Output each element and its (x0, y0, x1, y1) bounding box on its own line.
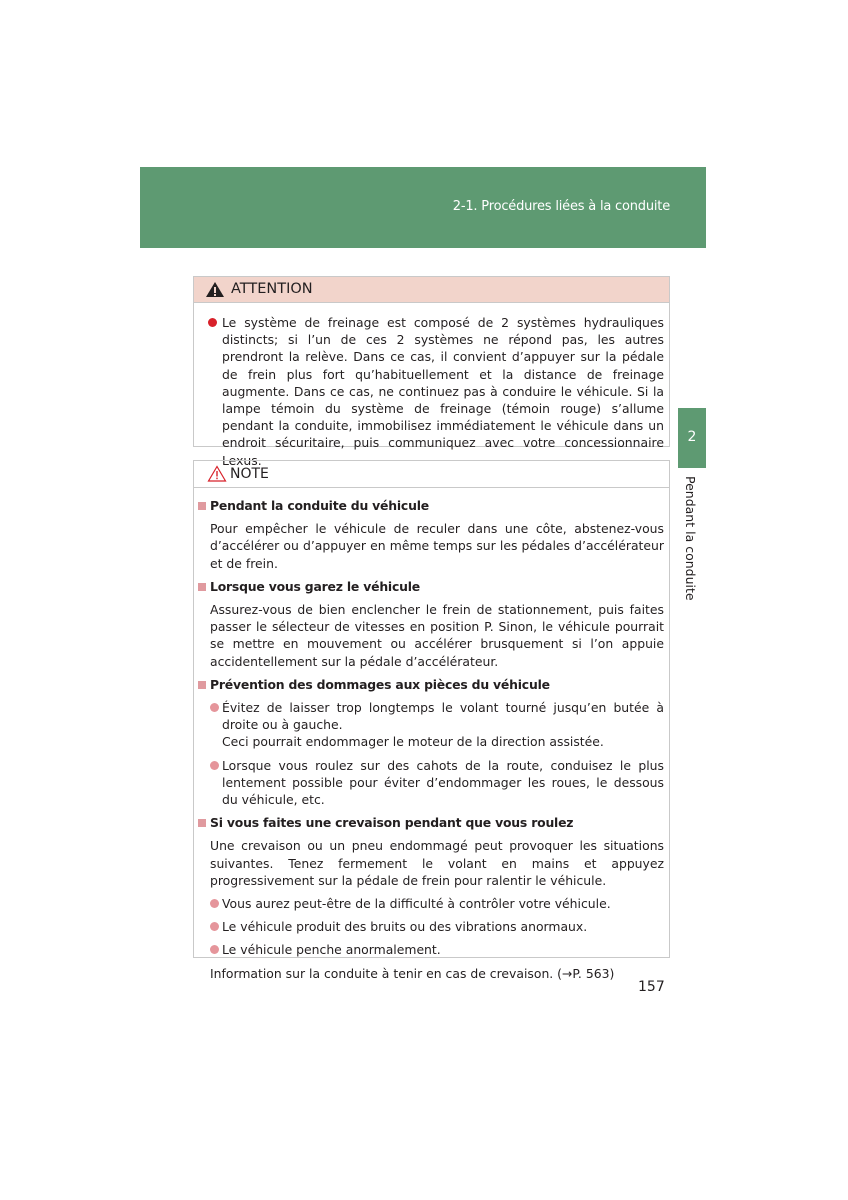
square-bullet-icon (198, 583, 206, 591)
note-section-text: Assurez-vous de bien enclencher le frein de stationnement, puis faites passer le sélecteur de vitesses en position P. Sinon, le véhicule pourrait se mettre en mouvement ou accélérer brusquement si l’on appuie accidentellement sur la pédale d’accélérateur. (210, 602, 664, 669)
note-bullet (210, 941, 664, 958)
square-bullet-icon (198, 681, 206, 689)
note-section-text: Une crevaison ou un pneu endommagé peut provoquer les situations suivantes. Tenez fermement le volant en mains et appuyez progressivement sur la pédale de frein pour ralentir le véhicule. (210, 838, 664, 888)
note-header (194, 461, 669, 488)
note-bullet-text: Lorsque vous roulez sur des cahots de la route, conduisez le plus lentement possible pour éviter d’endommager les roues, le dessous du véhicule, etc. (222, 757, 664, 808)
bullet-dot-icon (208, 318, 217, 327)
bullet-dot-icon (210, 703, 219, 712)
chapter-tab (678, 408, 706, 468)
bullet-dot-icon (210, 899, 219, 908)
bullet-dot-icon (210, 761, 219, 770)
note-bullet-text: Le véhicule produit des bruits ou des vibrations anormaux. (222, 919, 588, 935)
note-section-title: Si vous faites une crevaison pendant que vous roulez (198, 814, 664, 831)
square-bullet-icon (198, 502, 206, 510)
note-section-title: Prévention des dommages aux pièces du véhicule (198, 676, 664, 693)
caution-outline-icon (207, 465, 227, 482)
attention-box (193, 276, 670, 468)
note-bullet-text: Évitez de laisser trop longtemps le volant tourné jusqu’en butée à droite ou à gauche. (222, 700, 664, 733)
attention-title: ATTENTION (231, 281, 313, 297)
attention-header (194, 277, 669, 303)
note-bullet-text: Le véhicule penche anormalement. (222, 942, 441, 958)
attention-text: Le système de freinage est composé de 2 systèmes hydrauliques distincts; si l’un de ces 2 systèmes ne répond pas, les autres prendront la relève. Dans ce cas, il convient d’appuyer sur la pédale de frein plus fort qu’habituellement et la distance de freinage augmente. Dans ce cas, ne continuez pas à conduire le véhicule. Si la lampe témoin du système de freinage (témoin rouge) s’allume pendant la conduite, immobilisez immédiatement le véhicule dans un endroit sécuritaire, puis communiquez avec votre concessionnaire Lexus. (222, 315, 664, 468)
note-bullet (210, 918, 664, 935)
square-bullet-icon (198, 819, 206, 827)
note-footer-reference: Information sur la conduite à tenir en cas de crevaison. (→P. 563) (210, 965, 615, 981)
note-box (193, 460, 670, 981)
section-header-band (140, 167, 706, 248)
warning-icon (205, 281, 225, 298)
note-title: NOTE (230, 466, 269, 482)
chapter-label-container (683, 476, 699, 601)
note-section-title: Pendant la conduite du véhicule (198, 497, 664, 514)
note-section-title: Lorsque vous garez le véhicule (198, 578, 664, 595)
chapter-number: 2 (687, 429, 697, 445)
note-bullet (210, 895, 664, 912)
attention-body (208, 314, 664, 469)
bullet-dot-icon (210, 945, 219, 954)
page-number: 157 (638, 979, 665, 995)
section-title: 2-1. Procédures liées à la conduite (452, 199, 670, 214)
note-bullet (210, 757, 664, 809)
note-section-text: Pour empêcher le véhicule de reculer dans une côte, abstenez-vous d’accélérer ou d’appuyer en même temps sur les pédales d’accélérateur et de frein. (210, 521, 664, 571)
note-bullet-extra: Ceci pourrait endommager le moteur de la direction assistée. (222, 734, 604, 750)
bullet-dot-icon (210, 922, 219, 931)
chapter-label: Pendant la conduite (683, 476, 698, 601)
note-bullet (210, 699, 664, 751)
note-bullet-text: Vous aurez peut-être de la difficulté à contrôler votre véhicule. (222, 896, 611, 912)
note-content (198, 497, 664, 988)
